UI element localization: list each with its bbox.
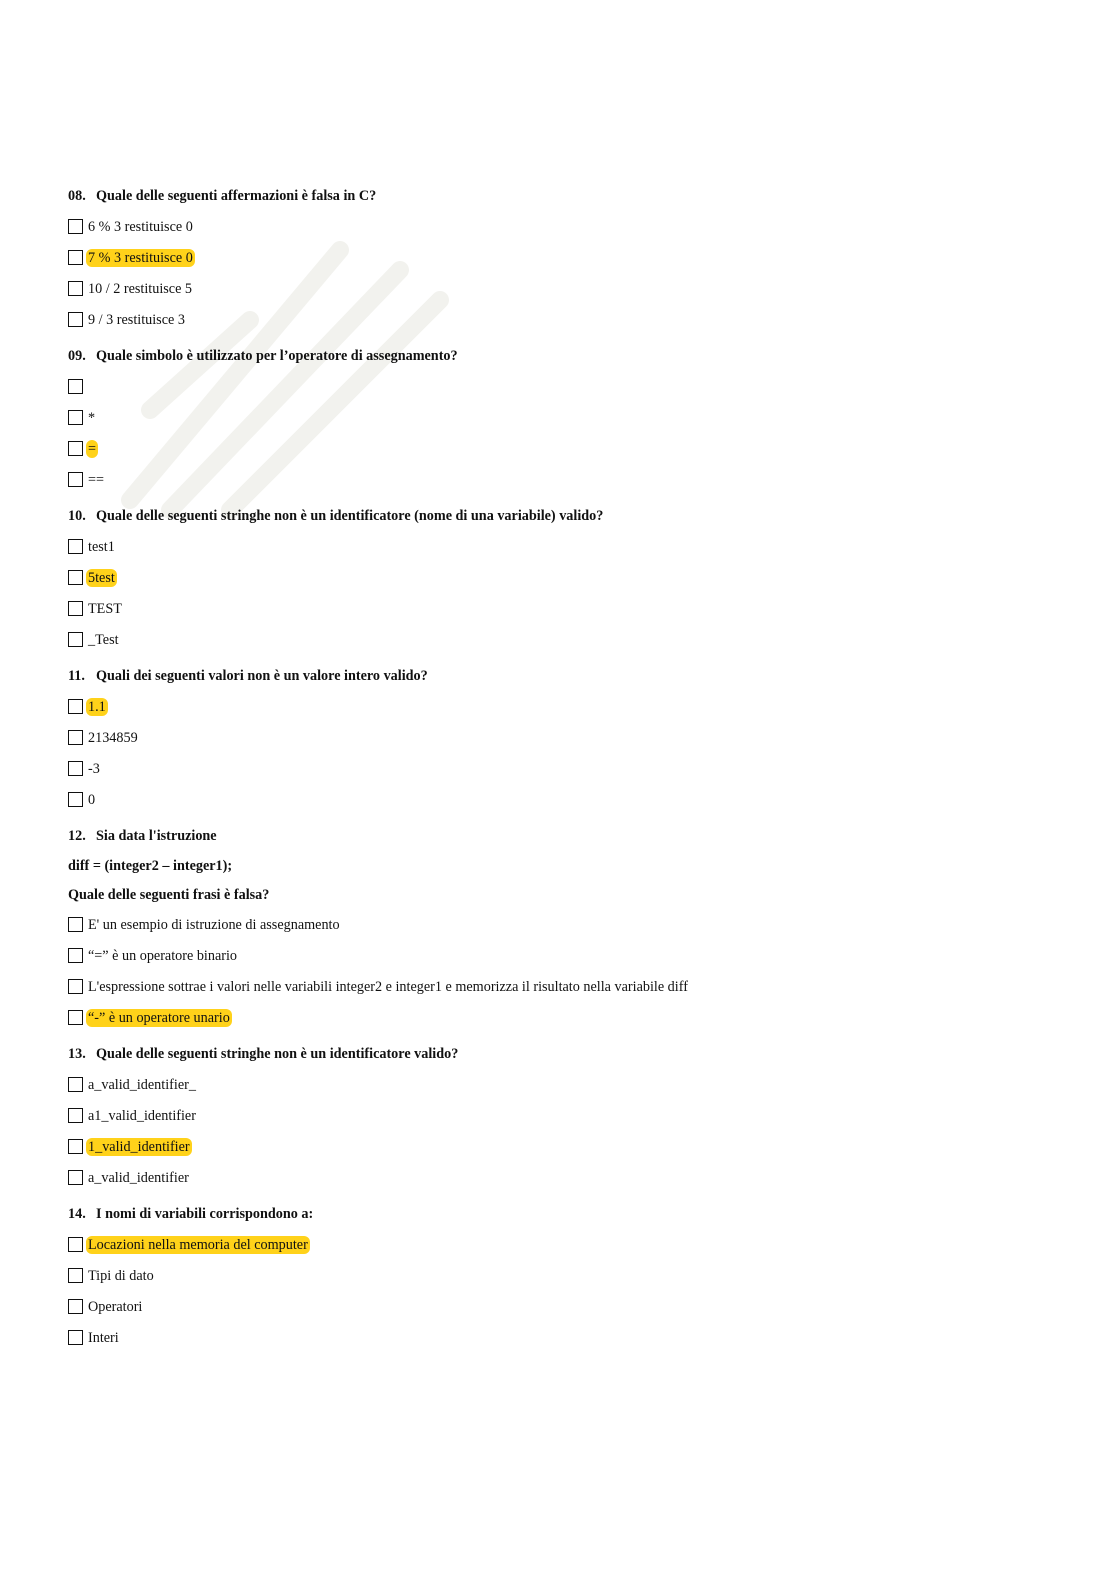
question-number: 13. — [68, 1046, 86, 1062]
answer-text-highlighted: 1_valid_identifier — [88, 1138, 190, 1155]
quiz-content — [68, 186, 1068, 1364]
answer-checkbox[interactable] — [68, 539, 83, 554]
answer-checkbox[interactable] — [68, 1139, 83, 1154]
answer-text-highlighted: “-” è un operatore unario — [88, 1009, 230, 1026]
answer-checkbox[interactable] — [68, 792, 83, 807]
question-text: Quale delle seguenti stringhe non è un identificatore valido? — [96, 1046, 459, 1062]
answer-text-highlighted: 1.1 — [88, 698, 106, 715]
answer-checkbox[interactable] — [68, 917, 83, 932]
answer-option[interactable] — [68, 1327, 1068, 1348]
answer-option[interactable] — [68, 309, 1068, 330]
answer-text: a_valid_identifier_ — [88, 1076, 196, 1093]
question-number: 08. — [68, 188, 86, 204]
code-statement: diff = (integer2 – integer1); — [68, 858, 233, 874]
answer-option-highlighted[interactable] — [68, 438, 1068, 459]
question-09 — [68, 346, 1068, 490]
answer-option[interactable] — [68, 1265, 1068, 1286]
question-10 — [68, 506, 1068, 650]
answer-option[interactable] — [68, 1296, 1068, 1317]
answer-option-highlighted[interactable] — [68, 567, 1068, 588]
answer-text: Operatori — [88, 1298, 143, 1315]
answer-option[interactable] — [68, 727, 1068, 748]
answer-checkbox[interactable] — [68, 979, 83, 994]
answer-text: 2134859 — [88, 729, 138, 746]
answer-checkbox[interactable] — [68, 441, 83, 456]
answer-option[interactable] — [68, 216, 1068, 237]
answer-checkbox[interactable] — [68, 312, 83, 327]
answer-option[interactable] — [68, 536, 1068, 557]
answer-text: E' un esempio di istruzione di assegnamento — [88, 916, 340, 933]
answer-checkbox[interactable] — [68, 570, 83, 585]
answer-option[interactable] — [68, 914, 1068, 935]
answer-text: TEST — [88, 600, 122, 617]
question-text: I nomi di variabili corrispondono a: — [96, 1206, 314, 1222]
answer-text: test1 — [88, 538, 115, 555]
answer-checkbox[interactable] — [68, 601, 83, 616]
answer-checkbox[interactable] — [68, 1108, 83, 1123]
answer-checkbox[interactable] — [68, 1330, 83, 1345]
answer-option-highlighted[interactable] — [68, 1234, 1068, 1255]
answer-option-highlighted[interactable] — [68, 696, 1068, 717]
answer-option[interactable] — [68, 945, 1068, 966]
answer-checkbox[interactable] — [68, 410, 83, 425]
answer-text: “=” è un operatore binario — [88, 947, 238, 964]
question-text: Quali dei seguenti valori non è un valore intero valido? — [96, 668, 428, 684]
answer-text: 6 % 3 restituisce 0 — [88, 218, 193, 235]
answer-text-highlighted: Locazioni nella memoria del computer — [88, 1236, 308, 1253]
question-text: Quale simbolo è utilizzato per l’operatore di assegnamento? — [96, 348, 458, 364]
answer-text: Tipi di dato — [88, 1267, 154, 1284]
answer-option-highlighted[interactable] — [68, 1136, 1068, 1157]
answer-option[interactable] — [68, 278, 1068, 299]
answer-checkbox[interactable] — [68, 1010, 83, 1025]
question-number: 14. — [68, 1206, 86, 1222]
answer-option[interactable] — [68, 1167, 1068, 1188]
answer-checkbox[interactable] — [68, 730, 83, 745]
answer-option[interactable] — [68, 1074, 1068, 1095]
answer-checkbox[interactable] — [68, 1268, 83, 1283]
question-title — [68, 506, 1068, 526]
answer-option-highlighted[interactable] — [68, 1007, 1068, 1028]
answer-option-highlighted[interactable] — [68, 247, 1068, 268]
answer-option[interactable] — [68, 789, 1068, 810]
answer-text: == — [88, 471, 105, 488]
question-title — [68, 826, 1068, 846]
answer-checkbox[interactable] — [68, 281, 83, 296]
question-text: Quale delle seguenti stringhe non è un identificatore (nome di una variabile) valido? — [96, 508, 604, 524]
answer-checkbox[interactable] — [68, 948, 83, 963]
answer-text: a_valid_identifier — [88, 1169, 189, 1186]
answer-text-highlighted: 5test — [88, 569, 115, 586]
question-08 — [68, 186, 1068, 330]
answer-text: _Test — [88, 631, 119, 648]
answer-option[interactable] — [68, 629, 1068, 650]
answer-checkbox[interactable] — [68, 1077, 83, 1092]
question-number: 09. — [68, 348, 86, 364]
question-text: Quale delle seguenti affermazioni è falsa in C? — [96, 188, 377, 204]
answer-option[interactable] — [68, 1105, 1068, 1126]
answer-text: -3 — [88, 760, 100, 777]
answer-option[interactable] — [68, 976, 1068, 997]
question-title — [68, 1204, 1068, 1224]
question-title — [68, 186, 1068, 206]
answer-checkbox[interactable] — [68, 761, 83, 776]
answer-option[interactable] — [68, 407, 1068, 428]
answer-checkbox[interactable] — [68, 1170, 83, 1185]
answer-text: Interi — [88, 1329, 119, 1346]
answer-checkbox[interactable] — [68, 379, 83, 394]
question-number: 11. — [68, 668, 85, 684]
answer-text-highlighted: = — [88, 440, 97, 457]
answer-checkbox[interactable] — [68, 699, 83, 714]
answer-checkbox[interactable] — [68, 1237, 83, 1252]
answer-option[interactable] — [68, 376, 1068, 397]
question-text: Sia data l'istruzione — [96, 828, 217, 844]
answer-option[interactable] — [68, 758, 1068, 779]
answer-text: * — [88, 409, 96, 426]
answer-text: L'espressione sottrae i valori nelle variabili integer2 e integer1 e memorizza il risultato nella variabile diff — [88, 978, 688, 995]
question-subtitle: Quale delle seguenti frasi è falsa? — [68, 887, 270, 903]
question-title — [68, 666, 1068, 686]
answer-checkbox[interactable] — [68, 1299, 83, 1314]
answer-text: 0 — [88, 791, 96, 808]
answer-checkbox[interactable] — [68, 219, 83, 234]
answer-checkbox[interactable] — [68, 472, 83, 487]
question-title — [68, 346, 1068, 366]
question-12 — [68, 826, 1068, 1028]
question-11 — [68, 666, 1068, 810]
question-title — [68, 1044, 1068, 1064]
question-14 — [68, 1204, 1068, 1348]
answer-option[interactable] — [68, 598, 1068, 619]
question-number: 10. — [68, 508, 86, 524]
answer-text: 10 / 2 restituisce 5 — [88, 280, 193, 297]
answer-text — [86, 378, 90, 396]
answer-text: a1_valid_identifier — [88, 1107, 196, 1124]
answer-checkbox[interactable] — [68, 632, 83, 647]
question-number: 12. — [68, 828, 86, 844]
answer-checkbox[interactable] — [68, 250, 83, 265]
question-13 — [68, 1044, 1068, 1188]
answer-option[interactable] — [68, 469, 1068, 490]
answer-text-highlighted: 7 % 3 restituisce 0 — [88, 249, 193, 266]
answer-text: 9 / 3 restituisce 3 — [88, 311, 185, 328]
